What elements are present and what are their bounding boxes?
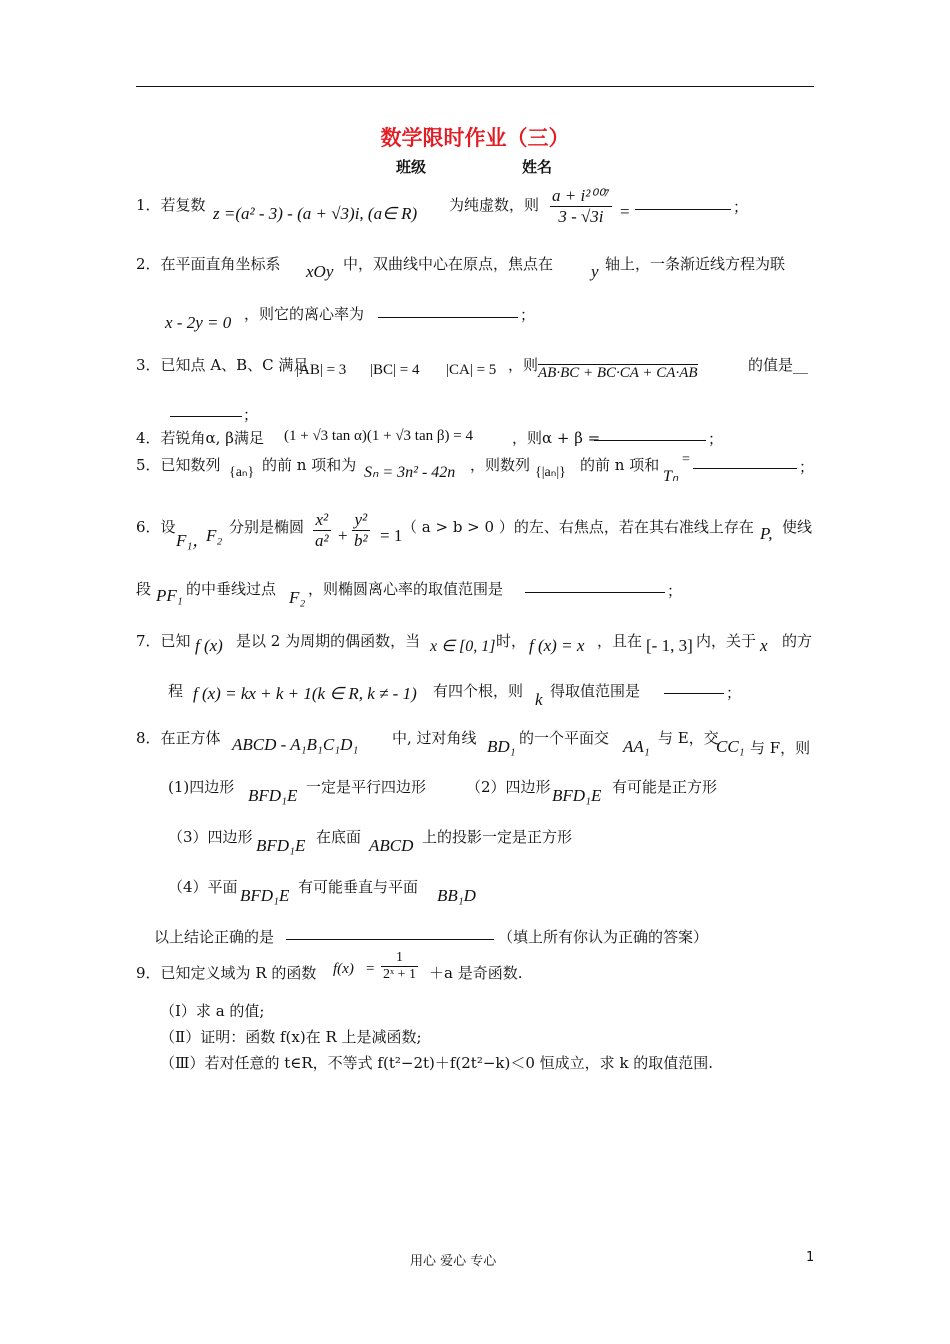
q2-equation: x - 2y = 0 xyxy=(165,313,232,332)
q6-fraction-x: $\frac{\text{x²}}{\text{a²}}$ xyxy=(315,510,329,550)
question-4: 4．若锐角α, β满足 xyxy=(136,429,264,447)
q8-s3-math: BFD₁E xyxy=(256,836,306,855)
q9-text-b: ＋a 是奇函数. xyxy=(429,964,523,982)
q3-expression xyxy=(538,364,698,382)
page-title: 数学限时作业（三） xyxy=(380,126,570,150)
q3-ca: |CA| = 5 xyxy=(446,362,497,378)
q6-p: P, xyxy=(760,524,773,543)
q6-text-c: 使线 xyxy=(782,518,813,536)
q5-text-c: ，则数列 xyxy=(470,456,531,474)
q7-text-h: 有四个根，则 xyxy=(433,682,524,700)
q8-bd1: BD₁ xyxy=(487,737,516,756)
q7-text-i: 得取值范围是 xyxy=(550,682,641,700)
q8-text-d: 与 E，交 xyxy=(658,729,719,747)
q2-text-b: 中，双曲线中心在原点，焦点在 xyxy=(343,255,554,273)
question-6: 6．设 xyxy=(136,518,176,536)
q8-s4-math: BFD₁E xyxy=(240,886,290,905)
q7-interval: [- 1, 3] xyxy=(646,636,693,655)
name-label: 姓名 xyxy=(522,158,553,176)
q6-condition: （ a > b > 0 ）的左、右焦点，若在其右准线上存在 xyxy=(402,518,754,536)
q3-text-c: 的值是__ xyxy=(748,356,809,374)
q5-sn: Sₙ = 3n² - 42n xyxy=(364,464,456,481)
q5-text-b: 的前 n 项和为 xyxy=(262,456,357,474)
q5-abs-an: {|aₙ|} xyxy=(535,465,566,480)
q8-s4-math2: BB₁D xyxy=(437,886,476,905)
q8-text-b: 中, 过对角线 xyxy=(392,729,477,747)
question-8: 8．在正方体 xyxy=(136,729,221,747)
q7-fx: f (x) xyxy=(195,636,223,655)
q5-answer-blank[interactable] xyxy=(693,454,797,473)
q5-text-d: 的前 n 项和 xyxy=(580,456,660,474)
q7-equation: f (x) = kx + k + 1(k ∈ R, k ≠ - 1) xyxy=(193,684,417,703)
q7-text-b: 是以 2 为周期的偶函数，当 xyxy=(236,632,421,650)
q1-equals: = xyxy=(620,202,630,221)
q8-s2-text: 有可能是正方形 xyxy=(612,778,718,796)
question-7: 7．已知 xyxy=(136,632,191,650)
q7-x: x xyxy=(760,636,768,655)
q8-s1-math: BFD₁E xyxy=(248,786,298,805)
q6-f2b: F₂ xyxy=(289,588,306,607)
q5-tn: Tₙ xyxy=(663,468,679,485)
q8-text-c: 的一个平面交 xyxy=(519,729,610,747)
q7-text-d: ，且在 xyxy=(597,632,643,650)
q4-expression: (1 + √3 tan α)(1 + √3 tan β) = 4 xyxy=(284,428,473,444)
q7-k: k xyxy=(535,690,543,709)
q6-fraction-y: $\frac{\text{y²}}{\text{b²}}$ xyxy=(354,510,368,550)
q3-vector-sum: AB·BC + BC·CA + CA·AB xyxy=(538,365,698,381)
q8-aa1: AA₁ xyxy=(623,737,650,756)
page-number: 1 xyxy=(806,1250,815,1265)
q8-s2-math: BFD₁E xyxy=(552,786,602,805)
q3-ab: |AB| = 3 xyxy=(296,362,347,378)
q4-text-b: ，则α + β = xyxy=(512,429,601,447)
q9-part-1: （Ⅰ）求 a 的值; xyxy=(160,1002,265,1020)
q5-an: {aₙ} xyxy=(229,465,255,480)
q7-text-g: 程 xyxy=(168,682,184,700)
q5-end: ； xyxy=(799,458,815,476)
q8-statement-1: (1)四边形 xyxy=(168,778,235,796)
q6-equals-one: = 1 xyxy=(380,526,403,545)
q2-answer-blank[interactable] xyxy=(378,303,518,322)
q2-text-c: 轴上，一条渐近线方程为联 xyxy=(605,255,786,273)
q8-s3-text2: 上的投影一定是正方形 xyxy=(422,828,573,846)
question-3: 3．已知点 A、B、C 满足 xyxy=(136,356,309,374)
class-label: 班级 xyxy=(396,158,427,176)
q8-cube: ABCD - A₁B₁C₁D₁ xyxy=(232,735,359,754)
q6-answer-blank[interactable] xyxy=(525,578,665,597)
q8-text-e: 与 F，则 xyxy=(750,739,811,757)
q9-fx: f(x) xyxy=(333,961,354,977)
question-2: 2．在平面直角坐标系 xyxy=(136,255,281,273)
q8-statement-4: （4）平面 xyxy=(168,878,238,896)
question-9: 9．已知定义域为 R 的函数 xyxy=(136,964,317,982)
q8-answer-blank[interactable] xyxy=(286,925,494,944)
q3-answer-blank[interactable] xyxy=(170,402,242,421)
q2-text-d: ，则它的离心率为 xyxy=(244,305,365,323)
q7-text-c: 时， xyxy=(496,632,527,650)
q6-text-e: 的中垂线过点 xyxy=(186,580,277,598)
q7-answer-blank[interactable] xyxy=(664,679,724,698)
q6-text-f: ，则椭圆离心率的取值范围是 xyxy=(308,580,504,598)
q8-statement-2: （2）四边形 xyxy=(466,778,551,796)
q1-expression: z =(a² - 3) - (a + √3)i, (a∈ R) xyxy=(213,204,418,223)
q1-answer-blank[interactable] xyxy=(635,195,731,214)
q6-pf1: PF₁ xyxy=(156,586,183,605)
q6-text-b: 分别是椭圆 xyxy=(229,518,305,536)
q1-text: 为纯虚数，则 xyxy=(449,196,540,214)
question-5: 5．已知数列 xyxy=(136,456,221,474)
q2-y: y xyxy=(591,262,599,281)
q3-text-b: ，则 xyxy=(508,356,539,374)
question-1: 1．若复数 xyxy=(136,196,206,214)
q8-cc1: CC₁ xyxy=(716,737,745,756)
q4-end: ； xyxy=(708,430,724,448)
q1-end: ； xyxy=(733,198,749,216)
q8-s3-math2: ABCD xyxy=(369,836,414,855)
q1-fraction: $\frac{\text{a + i²⁰⁰⁷}}{3 - √3i}$ xyxy=(552,186,610,226)
q6-f1: F₁， xyxy=(176,531,210,550)
q7-end: ； xyxy=(726,684,742,702)
q8-conclusion: 以上结论正确的是 xyxy=(154,928,275,946)
q6-text-d: 段 xyxy=(136,580,152,598)
q4-answer-blank[interactable] xyxy=(594,426,706,445)
footer-motto: 用心 爱心 专心 xyxy=(410,1254,497,1269)
q7-domain: x ∈ [0, 1] xyxy=(430,638,496,655)
q5-equals: = xyxy=(682,452,690,467)
q7-text-f: 的方 xyxy=(782,632,813,650)
q8-s1-text: 一定是平行四边形 xyxy=(306,778,427,796)
q6-end: ； xyxy=(667,582,683,600)
q6-plus: + xyxy=(338,526,348,545)
q7-fx-equals-x: f (x) = x xyxy=(529,636,585,655)
q9-fraction: $\frac{1}{\text{2ˣ + 1}}$ xyxy=(383,950,416,983)
q7-text-e: 内，关于 xyxy=(696,632,757,650)
q2-end: ； xyxy=(520,306,536,324)
q8-s3-text: 在底面 xyxy=(316,828,362,846)
q9-part-2: （Ⅱ）证明：函数 f(x)在 R 上是减函数; xyxy=(160,1028,422,1046)
q3-end: ； xyxy=(243,406,259,424)
q8-statement-3: （3）四边形 xyxy=(168,828,253,846)
header-rule xyxy=(136,86,814,87)
q9-equals: = xyxy=(366,961,375,977)
q8-conclusion-hint: （填上所有你认为正确的答案） xyxy=(498,928,709,946)
q3-bc: |BC| = 4 xyxy=(370,362,420,378)
q9-part-3: （Ⅲ）若对任意的 t∈R，不等式 f(t²−2t)＋f(2t²−k)＜0 恒成立，求 k 的取值范围. xyxy=(160,1054,714,1072)
q6-f2: F₂ xyxy=(206,526,223,545)
q8-s4-text: 有可能垂直与平面 xyxy=(298,878,419,896)
q2-xoy: xOy xyxy=(306,262,334,281)
